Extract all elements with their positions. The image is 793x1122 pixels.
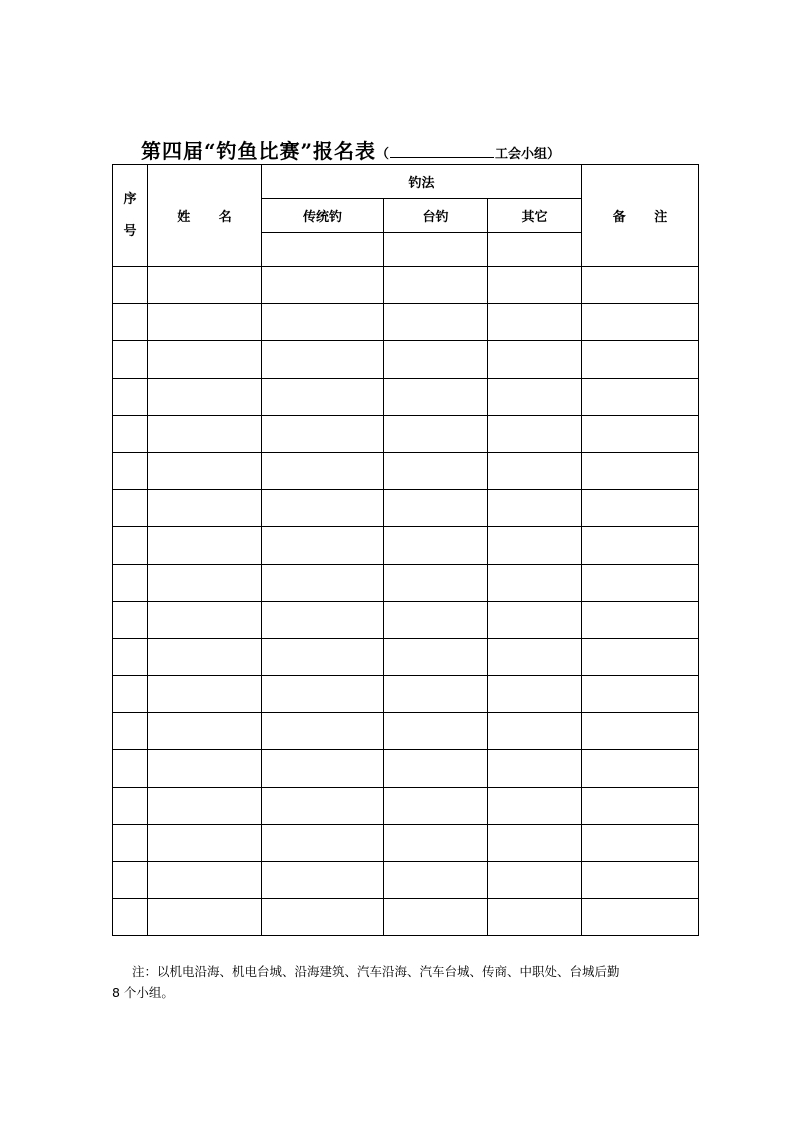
cell-remark[interactable] <box>582 676 699 713</box>
cell-name[interactable] <box>148 267 262 304</box>
cell-other[interactable] <box>488 304 582 341</box>
cell-other[interactable] <box>488 676 582 713</box>
cell-traditional[interactable] <box>262 676 384 713</box>
table-row <box>113 490 699 527</box>
cell-seq[interactable] <box>113 304 148 341</box>
cell-other[interactable] <box>488 452 582 489</box>
cell-traditional[interactable] <box>262 304 384 341</box>
cell-platform[interactable] <box>384 490 488 527</box>
cell-traditional[interactable] <box>262 267 384 304</box>
cell-other[interactable] <box>488 378 582 415</box>
cell-other[interactable] <box>488 638 582 675</box>
cell-platform[interactable] <box>384 415 488 452</box>
cell-traditional[interactable] <box>262 787 384 824</box>
cell-remark[interactable] <box>582 341 699 378</box>
cell-name[interactable] <box>148 824 262 861</box>
table-row <box>113 452 699 489</box>
cell-traditional[interactable] <box>262 899 384 936</box>
table-row <box>113 341 699 378</box>
cell-remark[interactable] <box>582 824 699 861</box>
cell-name[interactable] <box>148 564 262 601</box>
table-row <box>113 378 699 415</box>
table-row <box>113 824 699 861</box>
cell-platform[interactable] <box>384 341 488 378</box>
footnote-line1: 注：以机电沿海、机电台城、沿海建筑、汽车沿海、汽车台城、传商、中职处、台城后勤 <box>132 964 620 979</box>
cell-seq[interactable] <box>113 527 148 564</box>
cell-seq[interactable] <box>113 750 148 787</box>
method-blank-other[interactable] <box>488 233 582 267</box>
cell-other[interactable] <box>488 601 582 638</box>
registration-table <box>112 164 699 936</box>
cell-traditional[interactable] <box>262 490 384 527</box>
cell-name[interactable] <box>148 899 262 936</box>
cell-seq[interactable] <box>113 713 148 750</box>
title-main: 第四届“钓鱼比赛”报名表 <box>141 139 377 163</box>
table-row <box>113 750 699 787</box>
cell-traditional[interactable] <box>262 564 384 601</box>
cell-other[interactable] <box>488 564 582 601</box>
table-row <box>113 415 699 452</box>
cell-platform[interactable] <box>384 601 488 638</box>
cell-remark[interactable] <box>582 750 699 787</box>
cell-traditional[interactable] <box>262 527 384 564</box>
cell-remark[interactable] <box>582 601 699 638</box>
cell-name[interactable] <box>148 452 262 489</box>
cell-remark[interactable] <box>582 452 699 489</box>
cell-traditional[interactable] <box>262 601 384 638</box>
table-row <box>113 564 699 601</box>
cell-name[interactable] <box>148 341 262 378</box>
cell-remark[interactable] <box>582 304 699 341</box>
cell-platform[interactable] <box>384 824 488 861</box>
cell-traditional[interactable] <box>262 341 384 378</box>
cell-remark[interactable] <box>582 415 699 452</box>
cell-name[interactable] <box>148 527 262 564</box>
cell-platform[interactable] <box>384 862 488 899</box>
cell-name[interactable] <box>148 601 262 638</box>
cell-traditional[interactable] <box>262 750 384 787</box>
cell-traditional[interactable] <box>262 378 384 415</box>
cell-platform[interactable] <box>384 527 488 564</box>
table-row <box>113 267 699 304</box>
header-name: 姓 名 <box>148 165 262 267</box>
header-traditional: 传统钓 <box>262 199 384 233</box>
table-row <box>113 601 699 638</box>
cell-seq[interactable] <box>113 676 148 713</box>
cell-traditional[interactable] <box>262 713 384 750</box>
header-method: 钓法 <box>262 165 582 199</box>
cell-other[interactable] <box>488 750 582 787</box>
method-blank-traditional[interactable] <box>262 233 384 267</box>
union-group-blank[interactable] <box>390 144 494 158</box>
footnote <box>112 961 698 1003</box>
cell-traditional[interactable] <box>262 415 384 452</box>
method-blank-platform[interactable] <box>384 233 488 267</box>
form-title <box>141 135 560 163</box>
cell-seq[interactable] <box>113 787 148 824</box>
cell-remark[interactable] <box>582 713 699 750</box>
cell-seq[interactable] <box>113 452 148 489</box>
cell-seq[interactable] <box>113 899 148 936</box>
cell-traditional[interactable] <box>262 862 384 899</box>
header-other: 其它 <box>488 199 582 233</box>
cell-name[interactable] <box>148 490 262 527</box>
cell-seq[interactable] <box>113 267 148 304</box>
cell-name[interactable] <box>148 862 262 899</box>
title-paren-open: （ <box>376 147 390 162</box>
cell-platform[interactable] <box>384 267 488 304</box>
cell-name[interactable] <box>148 676 262 713</box>
table-row <box>113 862 699 899</box>
cell-remark[interactable] <box>582 527 699 564</box>
table-row <box>113 899 699 936</box>
cell-seq[interactable] <box>113 824 148 861</box>
cell-platform[interactable] <box>384 304 488 341</box>
title-suffix: 工会小组） <box>495 147 561 162</box>
table-row <box>113 787 699 824</box>
cell-platform[interactable] <box>384 378 488 415</box>
cell-seq[interactable] <box>113 638 148 675</box>
cell-platform[interactable] <box>384 638 488 675</box>
header-seq: 序 号 <box>113 165 148 267</box>
cell-other[interactable] <box>488 267 582 304</box>
cell-seq[interactable] <box>113 341 148 378</box>
cell-remark[interactable] <box>582 267 699 304</box>
footnote-line2: 8 个小组。 <box>112 985 174 1000</box>
header-remark: 备 注 <box>582 165 699 267</box>
table-row <box>113 304 699 341</box>
cell-other[interactable] <box>488 341 582 378</box>
cell-remark[interactable] <box>582 899 699 936</box>
cell-remark[interactable] <box>582 378 699 415</box>
cell-name[interactable] <box>148 304 262 341</box>
table-row <box>113 676 699 713</box>
cell-other[interactable] <box>488 490 582 527</box>
cell-other[interactable] <box>488 415 582 452</box>
cell-seq[interactable] <box>113 415 148 452</box>
cell-other[interactable] <box>488 824 582 861</box>
cell-name[interactable] <box>148 713 262 750</box>
cell-other[interactable] <box>488 787 582 824</box>
cell-remark[interactable] <box>582 862 699 899</box>
cell-remark[interactable] <box>582 787 699 824</box>
cell-platform[interactable] <box>384 713 488 750</box>
cell-seq[interactable] <box>113 564 148 601</box>
cell-seq[interactable] <box>113 378 148 415</box>
cell-seq[interactable] <box>113 490 148 527</box>
cell-seq[interactable] <box>113 601 148 638</box>
cell-traditional[interactable] <box>262 452 384 489</box>
cell-seq[interactable] <box>113 862 148 899</box>
cell-remark[interactable] <box>582 638 699 675</box>
cell-remark[interactable] <box>582 490 699 527</box>
cell-other[interactable] <box>488 713 582 750</box>
table-row <box>113 527 699 564</box>
cell-platform[interactable] <box>384 787 488 824</box>
cell-name[interactable] <box>148 378 262 415</box>
cell-name[interactable] <box>148 638 262 675</box>
table-row <box>113 638 699 675</box>
cell-traditional[interactable] <box>262 638 384 675</box>
cell-name[interactable] <box>148 750 262 787</box>
cell-other[interactable] <box>488 862 582 899</box>
header-platform: 台钓 <box>384 199 488 233</box>
cell-platform[interactable] <box>384 899 488 936</box>
cell-platform[interactable] <box>384 564 488 601</box>
cell-traditional[interactable] <box>262 824 384 861</box>
cell-other[interactable] <box>488 527 582 564</box>
cell-remark[interactable] <box>582 564 699 601</box>
cell-name[interactable] <box>148 787 262 824</box>
cell-name[interactable] <box>148 415 262 452</box>
table-row <box>113 713 699 750</box>
cell-other[interactable] <box>488 899 582 936</box>
cell-platform[interactable] <box>384 750 488 787</box>
cell-platform[interactable] <box>384 676 488 713</box>
cell-platform[interactable] <box>384 452 488 489</box>
